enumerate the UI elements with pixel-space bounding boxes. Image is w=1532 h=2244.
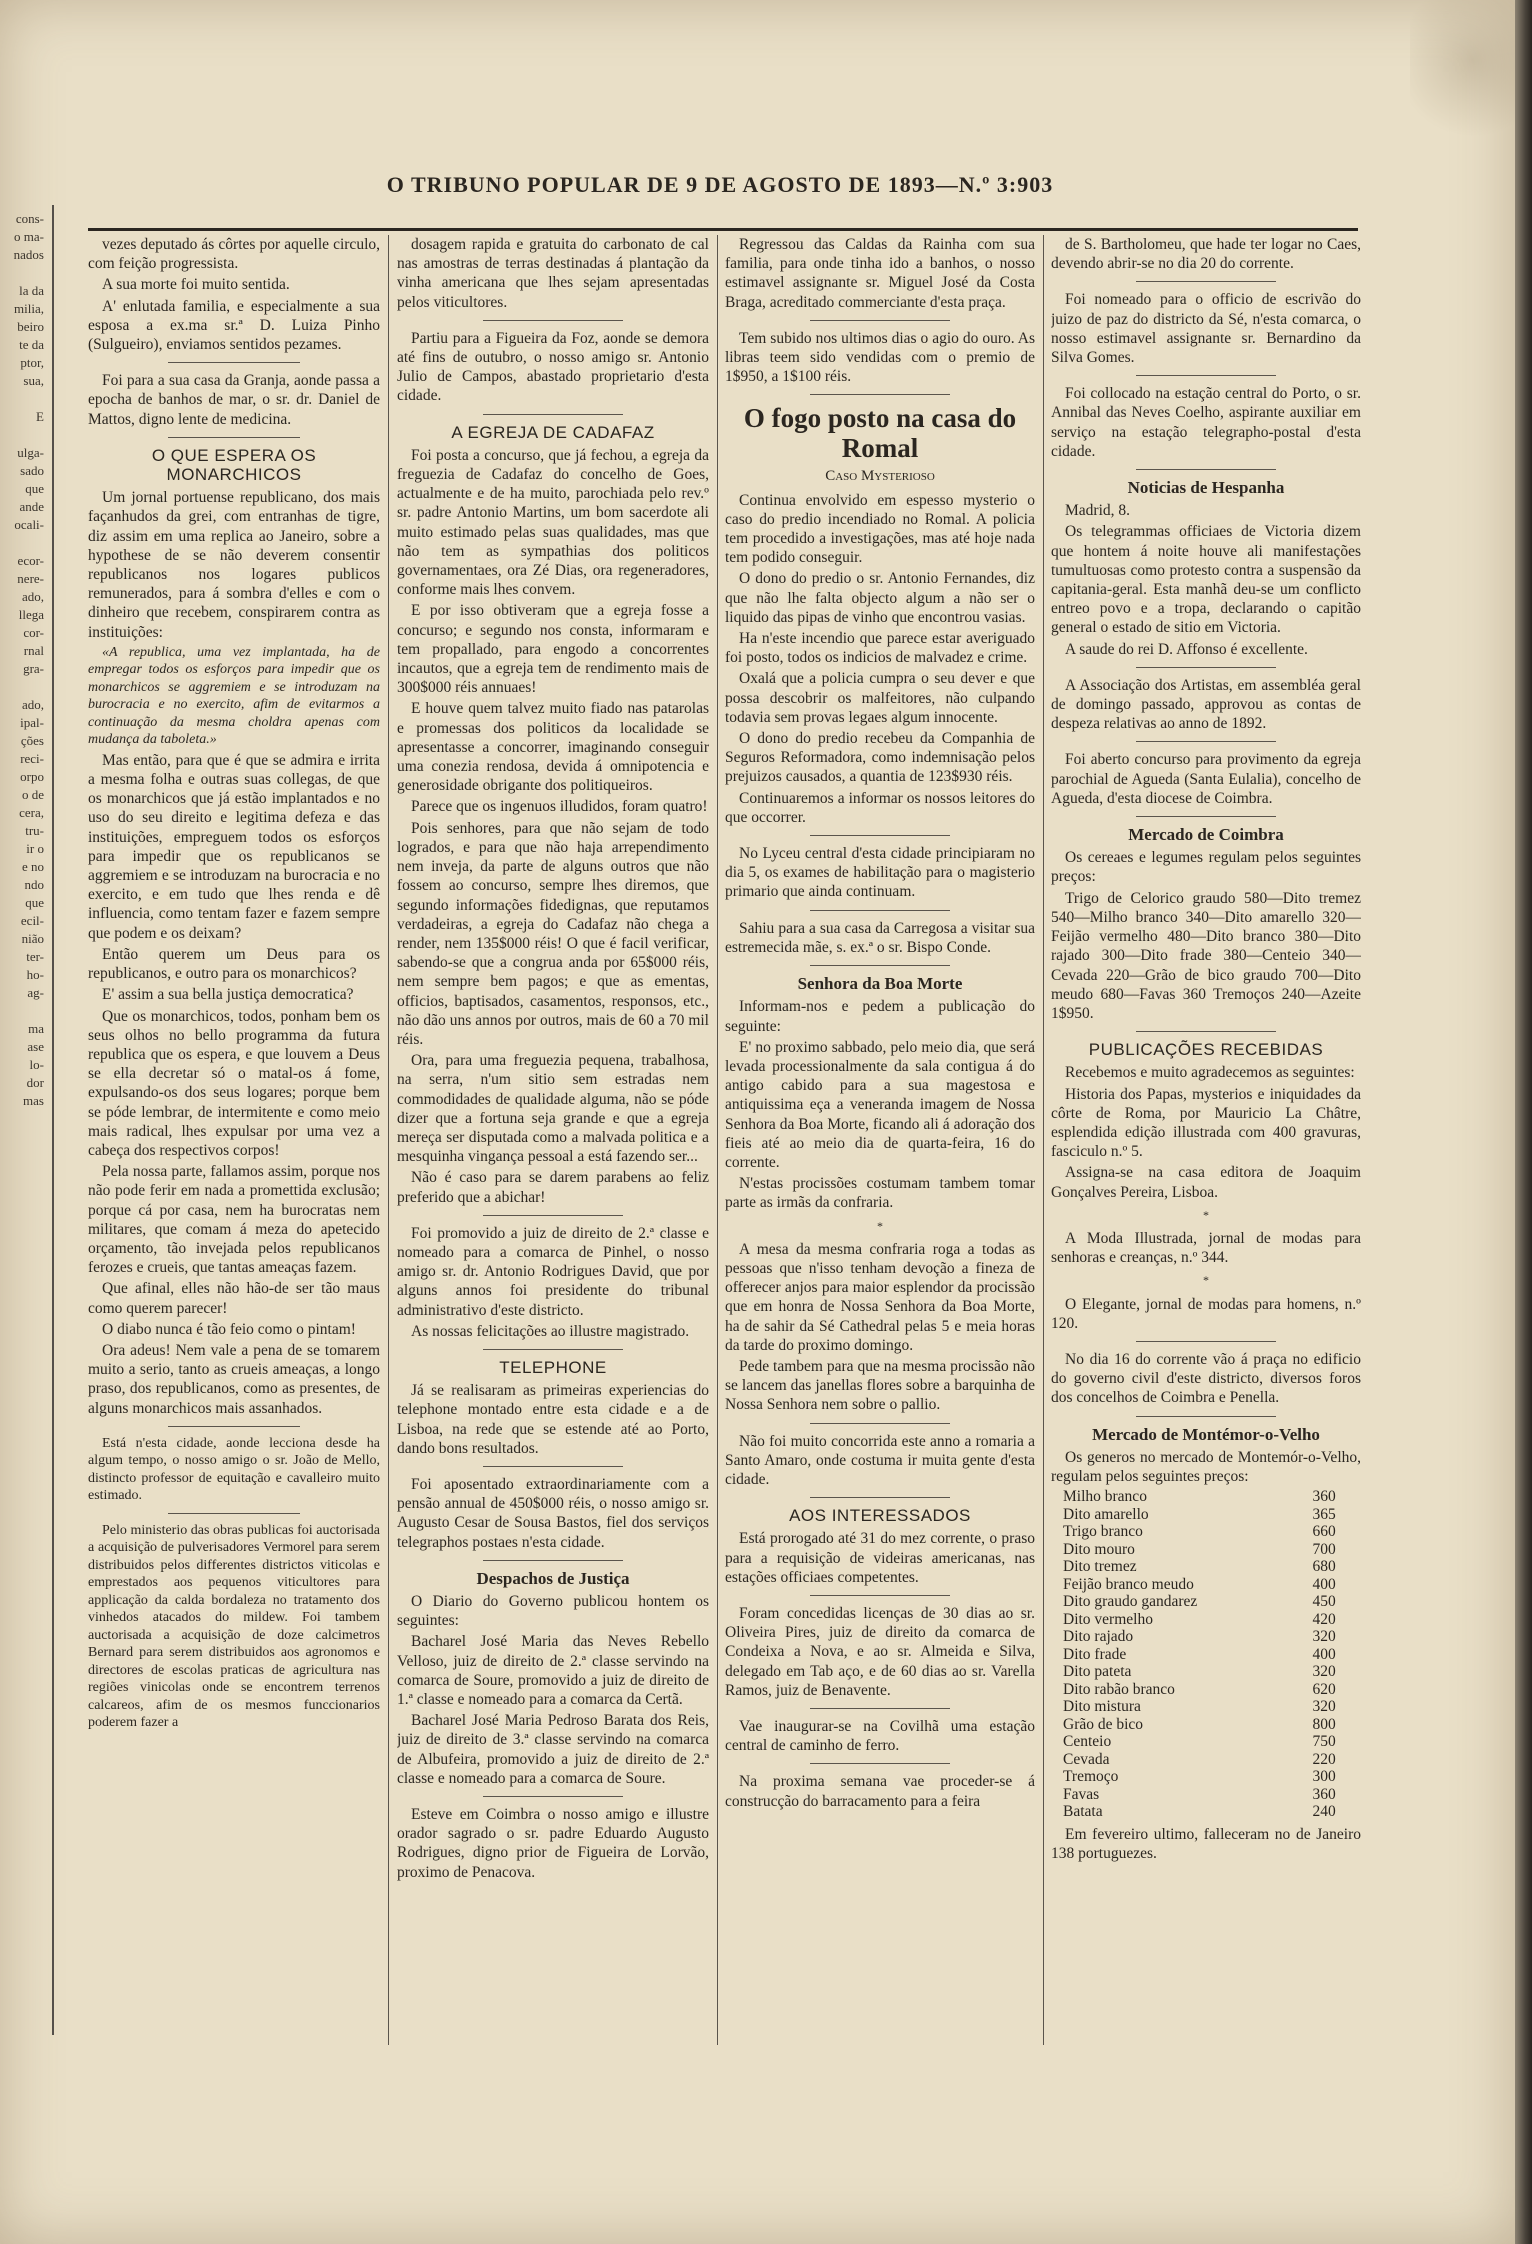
section-divider [483,320,623,321]
strip-fragment: sado [20,463,44,478]
article-heading: Senhora da Boa Morte [797,974,963,994]
price-item: Centeio [1063,1733,1112,1751]
price-row [1063,1681,1336,1699]
strip-fragment: llega [18,607,44,622]
strip-fragment: nados [13,247,44,262]
section-divider [810,835,950,836]
asterisk-separator: * [1203,1273,1209,1288]
article-paragraph: Partiu para a Figueira da Foz, aonde se demora até fins de outubro, o nosso amigo sr. Antonio Julio de Campos, abastado proprietario d'esta cidade. [397,329,709,405]
article-paragraph: O dono do predio o sr. Antonio Fernandes, diz que não lhe falta objecto algum a não ser o liquido das pipas de vinho que encontrou vasias. [725,570,1035,626]
price-item: Dito mistura [1063,1698,1141,1716]
strip-fragment: tru- [25,823,44,838]
article-paragraph: Então querem um Deus para os republicanos, e outro para os monarchicos? [88,945,380,983]
article-heading: AOS INTERESSADOS [789,1506,971,1526]
section-divider [168,1513,299,1514]
strip-fragment: ndo [24,877,44,892]
strip-fragment: e no [21,859,44,874]
article-paragraph: Que os monarchicos, todos, ponham bem os seus olhos no bello programma da futura republica que os espera, e que louvem a Deus se ella decretar só o matal-os á fome, expulsando-os dos seus logares; porque bem se póde lembrar, de intermitente e como meio mais radical, lhes expulsar por uma vez a cabeça dos respectivos corpos! [88,1007,380,1159]
article-heading: PUBLICAÇÕES RECEBIDAS [1088,1040,1324,1060]
article-heading: O fogo posto na casa do Romal [743,403,1017,464]
strip-fragment: nere- [17,571,44,586]
strip-fragment: la da [19,283,44,298]
article-paragraph: Foi promovido a juiz de direito de 2.ª classe e nomeado para a comarca de Pinhel, o nosso amigo sr. dr. Antonio Rodrigues David, que por alguns annos foi presidente do tribunal administrativo d'este districto. [397,1224,709,1319]
price-row [1063,1733,1336,1751]
article-paragraph: O diabo nunca é tão feio como o pintam! [102,1320,356,1338]
price-item: Dito amarello [1063,1505,1149,1523]
strip-fragment: ulga- [17,445,44,460]
price-item: Dito rajado [1063,1628,1134,1646]
section-divider [168,362,299,363]
book-edge [1515,0,1532,2244]
article-paragraph: Historia dos Papas, mysterios e iniquidades da côrte de Roma, por Mauricio La Châtre, esplendida edição illustrada com 400 gravuras, fasciculo n.º 5. [1051,1085,1361,1161]
page-stain [1410,0,1515,150]
article-heading: TELEPHONE [499,1357,607,1377]
article-paragraph: Tem subido nos ultimos dias o agio do ouro. As libras teem sido vendidas com o premio de 1$950, a 1$100 réis. [725,329,1035,386]
section-divider [483,1560,623,1561]
strip-fragment: orpo [20,769,44,784]
price-value: 320 [1312,1663,1336,1681]
section-divider [483,1349,623,1350]
article-paragraph: Esteve em Coimbra o nosso amigo e illustre orador sagrado o sr. padre Eduardo Augusto Rodrigues, digno prior de Figueira de Lorvão, proximo de Penacova. [397,1806,709,1881]
section-divider [483,1466,623,1467]
article-paragraph: Continuaremos a informar os nossos leitores do que occorrer. [725,789,1035,826]
strip-fragment [0,264,48,282]
price-row [1063,1663,1336,1681]
price-item: Cevada [1063,1750,1110,1768]
strip-fragment: sua, [23,373,44,388]
section-divider [1136,1341,1276,1342]
column-rule [717,235,718,2045]
article-paragraph: Regressou das Caldas da Rainha com sua familia, para onde tinha ido a banhos, o nosso estimavel assignante sr. Miguel José da Costa Braga, acreditado commerciante d'esta praça. [725,236,1035,311]
article-paragraph: Parece que os ingenuos illudidos, foram quatro! [411,798,708,816]
price-item: Dito frade [1063,1645,1127,1663]
montemor-price-table [1063,1488,1336,1821]
article-paragraph: Não foi muito concorrida este anno a romaria a Santo Amaro, onde costuma ir muita gente d'esta cidade. [725,1432,1035,1488]
article-paragraph: A Moda Illustrada, jornal de modas para senhoras e creanças, n.º 344. [1051,1229,1361,1267]
strip-fragment: ptor, [20,355,44,370]
price-item: Dito mouro [1063,1540,1135,1558]
price-row [1063,1576,1336,1594]
price-value: 750 [1312,1733,1336,1751]
section-divider [1136,469,1276,470]
strip-fragment: ho- [26,967,44,982]
article-paragraph: A saude do rei D. Affonso é excellente. [1065,640,1308,658]
article-paragraph: de S. Bartholomeu, que hade ter logar no Caes, devendo abrir-se no dia 20 do corrente. [1051,236,1361,273]
article-paragraph: Assigna-se na casa editora de Joaquim Gonçalves Pereira, Lisboa. [1051,1164,1361,1201]
article-paragraph: Foi nomeado para o officio de escrivão do juizo de paz do districto da Sé, n'esta comarca, o nosso estimavel assignante sr. Bernardino da Silva Gomes. [1051,291,1361,367]
section-divider [483,414,623,415]
price-row [1063,1628,1336,1646]
strip-fragment: ase [27,1039,44,1054]
price-row [1063,1646,1336,1664]
column-4 [1051,235,1361,2055]
price-value: 320 [1312,1698,1336,1716]
price-value: 700 [1312,1540,1336,1558]
column-rule [1043,235,1044,2045]
section-divider [810,320,950,321]
article-paragraph: Mas então, para que é que se admira e irrita a mesma folha e outras suas collegas, de que os monarchicos que já estão implantados e no uso do seu direito e legitima defeza e das instituições, empreguem todos os esforços para impedir que os republicanos se aggremiem e se introduzam na burocracia e no exercito, e em tudo que lhes renda e dê influencia, como tentam fazer e fazem sempre que podem e os deixam? [88,751,380,942]
article-paragraph: Que afinal, elles não hão-de ser tão maus como querem parecer! [88,1280,380,1317]
strip-fragment: ado, [21,589,44,604]
strip-fragment: ecil- [20,913,44,928]
strip-fragment [0,390,48,408]
article-paragraph: O Elegante, jornal de modas para homens, n.º 120. [1051,1295,1361,1332]
article-paragraph: As nossas felicitações ao illustre magistrado. [411,1322,690,1340]
article-paragraph: Em fevereiro ultimo, falleceram no de Janeiro 138 portuguezes. [1051,1825,1361,1862]
article-paragraph: O dono do predio recebeu da Companhia de Seguros Reformadora, como indemnisação pelos prejuizos causados, a quantia de 123$930 réis. [725,730,1035,786]
article-paragraph: dosagem rapida e gratuita do carbonato de cal nas amostras de terras destinadas á plantação da vinha americana que lhes sejam apresentadas pelos viticultores. [397,236,709,311]
strip-fragment: que [25,481,44,496]
strip-fragment: nião [21,931,44,946]
strip-fragment [0,426,48,444]
column-4-articles [1051,235,1361,1486]
article-paragraph: Os generos no mercado de Montemór-o-Velho, regulam pelos seguintes preços: [1051,1448,1361,1485]
price-row [1063,1523,1336,1541]
price-item: Trigo branco [1063,1523,1143,1541]
article-paragraph: N'estas procissões costumam tambem tomar parte as irmãs da confraria. [725,1175,1035,1212]
asterisk-separator: * [877,1218,883,1233]
article-subheading: Caso Mysterioso [825,468,935,485]
strip-fragment: ter- [26,949,44,964]
strip-fragment: dor [26,1075,44,1090]
strip-fragment: cera, [19,805,44,820]
article-paragraph: Já se realisaram as primeiras experiencias do telephone montado entre esta cidade e a de Lisboa, na rede que se estende até ao Porto, dando bons resultados. [397,1382,709,1457]
strip-fragment: ir o [26,841,44,856]
strip-fragment: gra- [23,661,44,676]
article-paragraph: Os cereaes e legumes regulam pelos seguintes preços: [1051,849,1361,886]
strip-fragment [0,534,48,552]
price-item: Feijão branco meudo [1063,1575,1194,1593]
column-rule [388,235,389,2045]
asterisk-separator: * [1203,1207,1209,1222]
strip-fragment: ocali- [14,517,44,532]
article-paragraph: Não é caso para se darem parabens ao feliz preferido que a abichar! [397,1169,709,1206]
strip-fragment: ções [20,733,44,748]
section-divider [1136,1031,1276,1032]
price-item: Dito rabão branco [1063,1680,1175,1698]
article-paragraph: Na proxima semana vae proceder-se á construcção do barracamento para a feira [725,1773,1035,1810]
strip-fragment: ecor- [17,553,44,568]
strip-fragment [0,678,48,696]
article-heading: O QUE ESPERA OS MONARCHICOS [151,445,317,485]
price-value: 680 [1312,1558,1336,1576]
article-paragraph: Os telegrammas officiaes de Victoria dizem que hontem á noite houve ali manifestações tumultuosas como protesto contra a suspensão da capitania-geral. Esta manhã deu-se um conflicto entreo povo e a tropa, declarando o capitão general o estado de sitio em Victoria. [1051,523,1361,637]
strip-fragment: te da [19,337,44,352]
price-value: 420 [1312,1610,1336,1628]
section-divider [1136,375,1276,376]
strip-fragment: ipal- [20,715,44,730]
article-paragraph: Pelo ministerio das obras publicas foi auctorisada a acquisição de pulverisadores Vermorel para serem distribuidos pelos differentes districtos viticolas e emprestados aos pequenos viticultores para applicação da calda bordaleza no tratamento dos vinhedos atacados do mildew. Foi tambem auctorisada a acquisição de doze calcimetros Bernard para serem distribuidos aos agronomos e directores de escolas praticas de agricultura nas regiões vinicolas onde se encontrem terrenos calcareos, afim de os mesmos funccionarios poderem fazer a [88,1522,380,1731]
price-value: 660 [1312,1523,1336,1541]
price-row [1063,1558,1336,1576]
section-divider [483,1796,623,1797]
article-heading: Despachos de Justiça [476,1568,630,1588]
article-paragraph: Foi posta a concurso, que já fechou, a egreja da freguezia de Cadafaz do concelho de Goes, actualmente e de ha muito, parochiada pelo rev.º sr. padre Antonio Martins, um bom sacerdote ali muito estimado pelas suas qualidades, mas que não tem as sympathias dos politicos governamentaes, ora Zé Dias, ora regeneradores, conforme mais lhes convem. [397,446,709,599]
article-paragraph: Foi aposentado extraordinariamente com a pensão annual de 450$000 réis, o nosso amigo sr. Augusto Cesar de Sousa Bastos, fiel dos serviços telegraphos postaes n'esta cidade. [397,1475,709,1551]
price-item: Dito vermelho [1063,1610,1153,1628]
article-paragraph: Foram concedidas licenças de 30 dias ao sr. Oliveira Pires, juiz de direito da comarca de Condeixa a Nova, e ao sr. Almeida e Silva, delegado em Tab aço, e de 60 dias ao sr. Varella Ramos, juiz de Benavente. [725,1604,1035,1699]
price-value: 800 [1312,1715,1336,1733]
article-paragraph: Está n'esta cidade, aonde lecciona desde ha algum tempo, o nosso amigo o sr. João de Mello, distincto professor de equitação e cavalleiro muito estimado. [88,1435,380,1504]
article-paragraph: Recebemos e muito agradecemos as seguintes: [1065,1064,1355,1082]
strip-fragment: ande [19,499,44,514]
article-paragraph: Continua envolvido em espesso mysterio o caso do predio incendiado no Romal. A policia tem procedido a investigações, mas até hoje nada tem podido conseguir. [725,491,1035,567]
adjacent-page-strip [0,210,48,2160]
price-value: 240 [1312,1803,1336,1821]
section-divider [810,1708,950,1709]
price-row [1063,1751,1336,1769]
section-divider [810,1763,950,1764]
section-divider [810,1497,950,1498]
strip-fragment: reci- [20,751,44,766]
section-divider [168,1426,299,1427]
price-item: Tremoço [1063,1768,1119,1786]
article-paragraph: Trigo de Celorico graudo 580—Dito tremez 540—Milho branco 340—Dito amarello 320—Feijão vermelho 480—Dito branco 380—Dito rajado 300—Dito frade 380—Centeio 340—Cevada 220—Grão de bico graudo 700—Dito meudo 680—Favas 360 Tremoços 240—Azeite 1$950. [1051,889,1361,1022]
strip-fragment [0,1002,48,1020]
article-paragraph: vezes deputado ás côrtes por aquelle circulo, com feição progressista. [88,236,380,273]
article-paragraph: A' enlutada familia, e especialmente a sua esposa a ex.ma sr.ª D. Luiza Pinho (Sulgueiro), enviamos sentidos pezames. [88,297,380,354]
article-paragraph: A Associação dos Artistas, em assembléa geral de domingo passado, approvou as contas de despeza relativas ao anno de 1892. [1051,676,1361,733]
article-paragraph: A mesa da mesma confraria roga a todas as pessoas que n'isso tenham devoção a fineza de offerecer anjos para maior esplendor da procissão que em honra de Nossa Senhora da Boa Morte, ha de sahir da Sé Cathedral pelas 5 e meia horas da tarde do proximo domingo. [725,1240,1035,1354]
article-paragraph: Foi para a sua casa da Granja, aonde passa a epocha de banhos de mar, o sr. dr. Daniel de Mattos, digno lente de medicina. [88,372,380,428]
article-paragraph: E' assim a sua bella justiça democratica? [102,986,354,1004]
article-paragraph: Um jornal portuense republicano, dos mais façanhudos da grei, com entranhas de tigre, diz assim em uma replica ao Janeiro, sobre a hypothese de se não deverem consentir republicanos nos logares publicos remunerados, para á sombra d'elles e com o dinheiro que recebem, conspirarem contra as instituições: [88,489,380,641]
article-paragraph: No dia 16 do corrente vão á praça no edificio do governo civil d'este districto, diversos foros dos concelhos de Coimbra e Penella. [1051,1350,1361,1407]
strip-fragment: que [25,895,44,910]
strip-fragment: beiro [17,319,44,334]
section-divider [483,1215,623,1216]
article-paragraph: Pede tambem para que na mesma procissão não se lancem das janellas flores sobre a barquinha de Nossa Senhora nem sobre o pallio. [725,1357,1035,1414]
price-row [1063,1488,1336,1506]
article-paragraph: Vae inaugurar-se na Covilhã uma estação central de caminho de ferro. [725,1718,1035,1755]
article-heading: A EGREJA DE CADAFAZ [451,422,655,442]
strip-fragment: lo- [29,1057,44,1072]
price-item: Batata [1063,1803,1103,1821]
article-paragraph: Foi collocado na estação central do Porto, o sr. Annibal das Neves Coelho, aspirante auxiliar em serviço na estação telegrapho-postal d'esta cidade. [1051,385,1361,460]
article-paragraph: Madrid, 8. [1065,502,1131,520]
article-paragraph: A sua morte foi muito sentida. [102,276,290,294]
column-1 [88,235,380,2055]
price-row [1063,1506,1336,1524]
article-paragraph: Informam-nos e pedem a publicação do seguinte: [725,998,1035,1035]
article-paragraph: Bacharel José Maria Pedroso Barata dos Reis, juiz de direito de 3.ª classe servindo na comarca de Albufeira, promovido a juiz de direito de 2.ª classe e nomeado para a comarca de Soure. [397,1712,709,1787]
price-row [1063,1593,1336,1611]
section-divider [810,965,950,966]
price-item: Favas [1063,1785,1100,1803]
price-item: Milho branco [1063,1488,1147,1506]
article-paragraph: Ora, para uma freguezia pequena, trabalhosa, na serra, n'um sitio sem estradas nem commodidades de qualidade alguma, não se póde dizer que a fortuna seja grande e que a egreja mereça ser disputada como a malvada politica e a mesquinha vingança pessoal a está fazendo ser... [397,1052,709,1166]
article-paragraph: E houve quem talvez muito fiado nas patarolas e promessas dos politicos da localidade se apresentasse a concorrer, imaginando conseguir uma conezia rendosa, devida á omnipotencia e generosidade obrigante dos politiqueiros. [397,700,709,795]
price-row [1063,1768,1336,1786]
section-divider [810,394,950,395]
section-divider [1136,281,1276,282]
strip-fragment: o ma- [14,229,44,244]
section-divider [1136,667,1276,668]
article-paragraph: Sahiu para a sua casa da Carregosa a visitar sua estremecida mãe, s. ex.ª o sr. Bispo Conde. [725,919,1035,956]
price-value: 450 [1312,1593,1336,1611]
article-paragraph: Está prorogado até 31 do mez corrente, o praso para a requisição de videiras americanas, nas estações officiaes competentes. [725,1530,1035,1586]
price-value: 220 [1312,1750,1336,1768]
article-paragraph: E por isso obtiveram que a egreja fosse a concurso; e segundo nos consta, informaram e tem propallado, para engodo a concorrentes incautos, que a egreja tem de rendimento mais de 300$000 réis annuaes! [397,602,709,697]
price-row [1063,1541,1336,1559]
strip-fragment: o de [21,787,44,802]
section-divider [810,910,950,911]
price-value: 400 [1312,1645,1336,1663]
price-value: 320 [1312,1628,1336,1646]
section-divider [1136,741,1276,742]
strip-fragment: ma [28,1021,44,1036]
strip-fragment: E [36,409,44,424]
masthead: O TRIBUNO POPULAR DE 9 DE AGOSTO DE 1893—N.º 3:903 [386,172,1054,197]
article-paragraph: Pela nossa parte, fallamos assim, porque nos não pode ferir em nada a promettida exclusão; porque cá por casa, nem ha burocratas nem militares, que comam á meza do apetecido orçamento, tão invejada pelos republicanos ferozes e crueis, que tantas ameaças fazem. [88,1163,380,1277]
price-row [1063,1611,1336,1629]
price-row [1063,1803,1336,1821]
article-heading: Mercado de Coimbra [1128,825,1284,845]
article-heading: Mercado de Montémor-o-Velho [1092,1424,1320,1444]
price-value: 360 [1312,1488,1336,1506]
section-divider [168,437,299,438]
masthead-rule [88,228,1358,231]
strip-fragment: mas [23,1093,44,1108]
column-3 [725,235,1035,2055]
article-paragraph: No Lyceu central d'esta cidade principiaram no dia 5, os exames de habilitação para o magisterio primario que ainda continuam. [725,845,1035,901]
page-gutter-rule [52,205,54,2035]
article-paragraph: Ha n'este incendio que parece estar averiguado foi posto, todos os indicios de malvadez e crime. [725,630,1035,667]
article-heading: Noticias de Hespanha [1127,478,1285,498]
section-divider [1136,1416,1276,1417]
section-divider [810,1595,950,1596]
price-item: Dito tremez [1063,1558,1137,1576]
price-value: 300 [1312,1768,1336,1786]
price-row [1063,1786,1336,1804]
article-paragraph: Bacharel José Maria das Neves Rebello Velloso, juiz de direito de 2.ª classe servindo na comarca de Soure, promovido a juiz de direito de 1.ª classe e nomeado para a comarca da Certã. [397,1633,709,1709]
strip-fragment: cor- [23,625,44,640]
strip-fragment: cons- [15,211,44,226]
price-value: 620 [1312,1680,1336,1698]
strip-fragment: ag- [27,985,44,1000]
strip-fragment: milia, [14,301,44,316]
strip-fragment: ado, [21,697,44,712]
price-value: 360 [1312,1785,1336,1803]
price-item: Dito graudo gandarez [1063,1593,1198,1611]
article-paragraph: Foi aberto concurso para provimento da egreja parochial de Agueda (Santa Eulalia), concelho de Agueda, d'esta diocese de Coimbra. [1051,751,1361,807]
article-paragraph: Ora adeus! Nem vale a pena de se tomarem muito a serio, tanto as crueis ameaças, a longo praso, dos republicanos, como as presentes, de alguns monarchicos mais assanhados. [88,1341,380,1417]
article-paragraph: O Diario do Governo publicou hontem os seguintes: [397,1593,709,1630]
article-paragraph: Pois senhores, para que não sejam de todo logrados, e para que não haja arrependimento nem inveja, da parte de alguns outros que não fossem ao concurso, sempre lhes diremos, que segundo informações fidedignas, que reputamos verdadeiras, a egreja do Cadafaz não chega a render, nem 135$000 réis! O que é facil verificar, sabendo-se que a congrua anda por 65$000 réis, nem sempre bem pagos; e que as ementas, officios, baptisados, casamentos, responsos, etc., não dão uns annos por outros, mais de 60 a 70 mil réis. [397,819,709,1048]
price-value: 400 [1312,1575,1336,1593]
price-item: Grão de bico [1063,1715,1144,1733]
strip-fragment: rnal [23,643,44,658]
price-value: 365 [1312,1505,1336,1523]
article-paragraph: E' no proximo sabbado, pelo meio dia, que será levada processionalmente da sala contigua á do antigo cabido para a sua magestosa e antiquissima eça a veneranda imagem de Nossa Senhora da Boa Morte, ficando ali á adoração dos fieis até ao meio dia de quarta-feira, 16 do corrente. [725,1038,1035,1171]
price-item: Dito pateta [1063,1663,1132,1681]
section-divider [1136,816,1276,817]
column-2 [397,235,709,2055]
price-row [1063,1698,1336,1716]
column-4-footer [1051,1825,1361,1863]
price-row [1063,1716,1336,1734]
article-paragraph: Oxalá que a policia cumpra o seu dever e que possa descobrir os malfeitores, não culpando todavia sem provas legaes algum innocente. [725,670,1035,726]
section-divider [810,1423,950,1424]
quoted-paragraph: «A republica, uma vez implantada, ha de empregar todos os esforços para impedir que os monarchicos se aggremiem e se introduzam na burocracia e no exercito, afim de evitarmos a continuação da mesma choldra apenas com mudança da taboleta.» [88,644,380,748]
